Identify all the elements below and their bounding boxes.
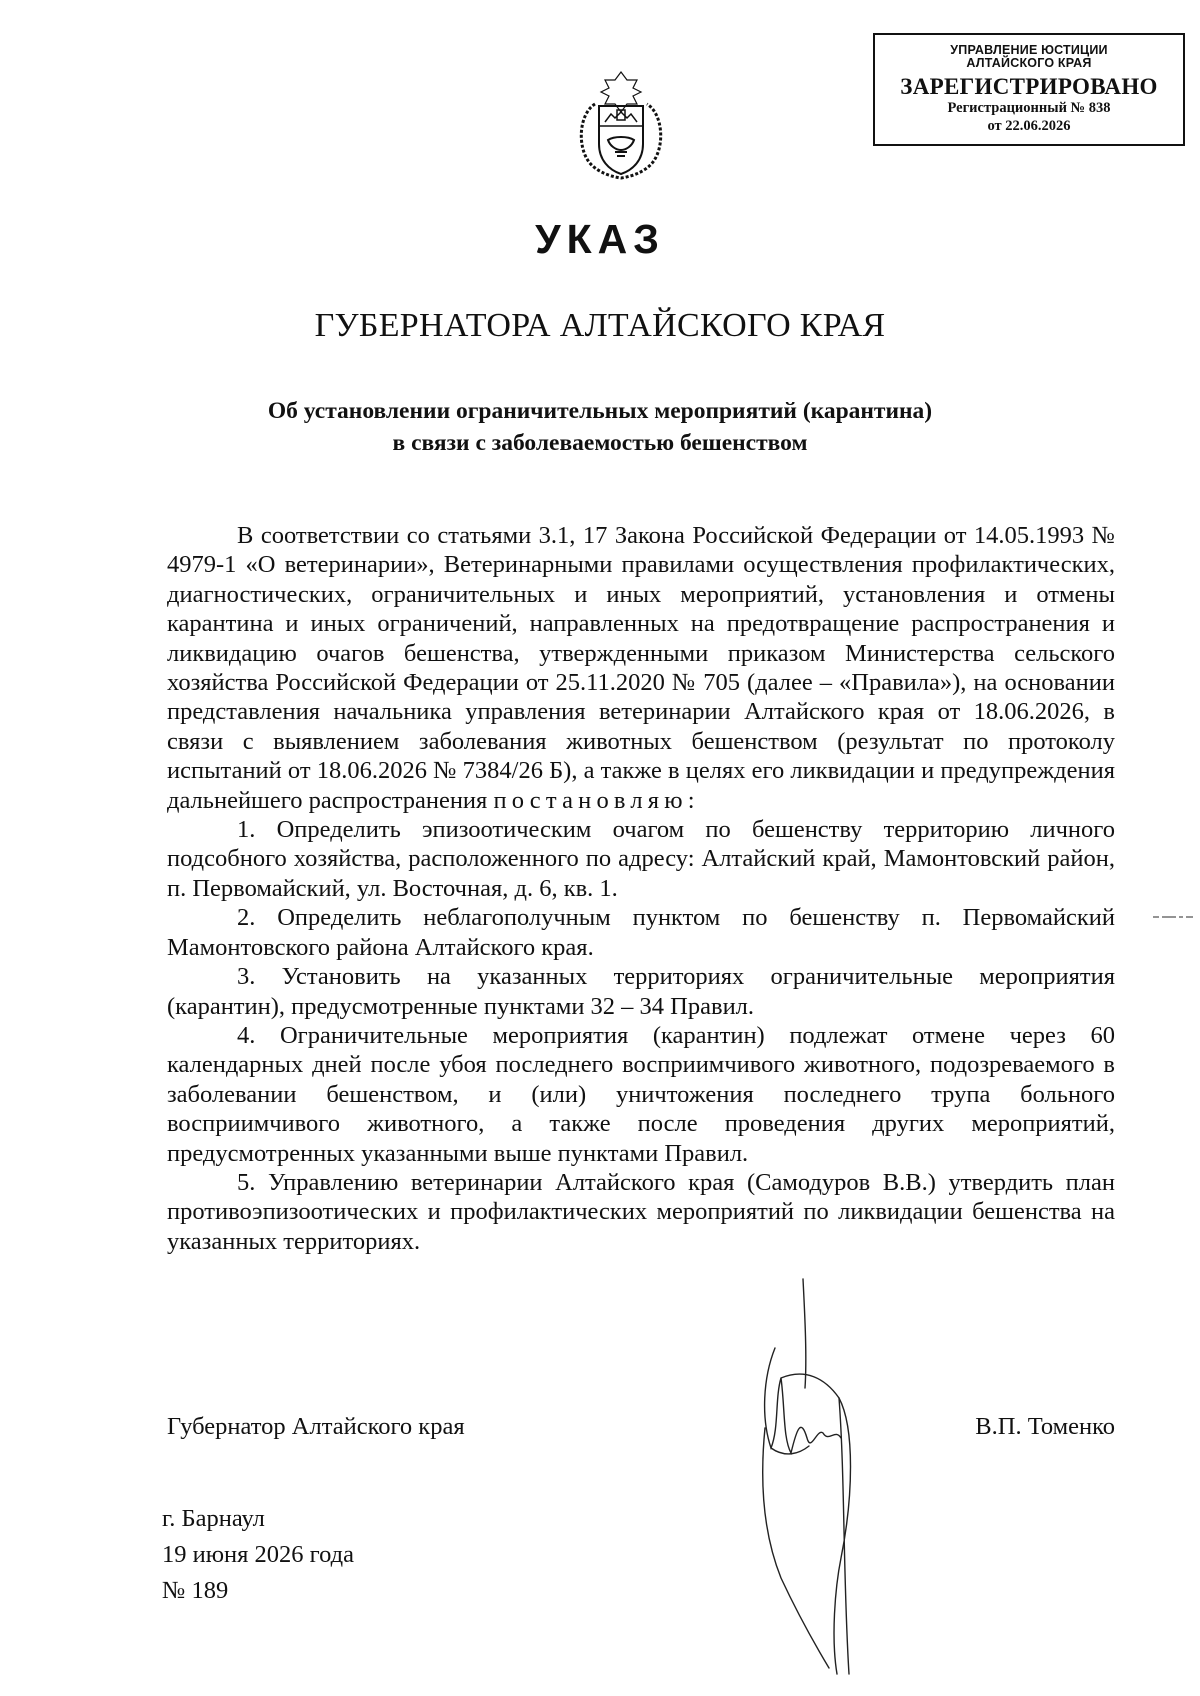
- registration-stamp: [873, 33, 1185, 146]
- decree-item-3: 3. Установить на указанных территориях ограничительные мероприятия (карантин), предусмотренные пунктами 32 – 34 Правил.: [167, 963, 1115, 1020]
- decree-word: постановляю:: [493, 786, 700, 814]
- document-type-title: УКАЗ: [535, 216, 665, 262]
- scan-artifact-mark: [1153, 915, 1193, 919]
- document-heading-line1: Об установлении ограничительных мероприятий (карантина): [267, 398, 933, 424]
- preamble-paragraph: [167, 521, 1115, 815]
- signatory-position: Губернатор Алтайского края: [167, 1413, 465, 1440]
- stamp-organization-line2: АЛТАЙСКОГО КРАЯ: [966, 56, 1092, 71]
- decree-item-5: 5. Управлению ветеринарии Алтайского края (Самодуров В.В.) утвердить план противоэпизоотических и профилактических мероприятий по ликвидации бешенства на указанных территориях.: [167, 1168, 1115, 1255]
- handwritten-signature: [745, 1278, 895, 1678]
- stamp-date: от 22.06.2026: [987, 118, 1071, 135]
- document-footer: [162, 1501, 354, 1609]
- preamble-text: В соответствии со статьями 3.1, 17 Закона Российской Федерации от 14.05.1993 № 4979-1 «О ветеринарии», Ветеринарными правилами осуществления профилактических, диагностических, ограничительных и иных мероприятий, установления и отмены карантина и иных ограничений, направленных на предотвращение распространения и ликвидацию очагов бешенства, утвержденными приказом Министерства сельского хозяйства Российской Федерации от 25.11.2020 № 705 (далее – «Правила»), на основании представления начальника управления ветеринарии Алтайского края от 18.06.2026, в связи с выявлением заболевания животных бешенством (результат по протоколу испытаний от 18.06.2026 № 7384/26 Б), а также в целях его ликвидации и предупреждения дальнейшего распространения: [167, 522, 1115, 814]
- stamp-status: ЗАРЕГИСТРИРОВАНО: [900, 74, 1158, 100]
- decree-item-2: 2. Определить неблагополучным пунктом по бешенству п. Первомайский Мамонтовского района Алтайского края.: [167, 904, 1115, 961]
- document-heading: [0, 395, 1200, 459]
- footer-date: 19 июня 2026 года: [162, 1541, 354, 1568]
- footer-number: № 189: [162, 1577, 229, 1604]
- coat-of-arms-icon: [575, 66, 667, 182]
- decree-item-4: 4. Ограничительные мероприятия (карантин) подлежат отмене через 60 календарных дней после убоя последнего восприимчивого животного, подозреваемого в заболевании бешенством, и (или) уничтожения последнего трупа больного восприимчивого животного, а также после проведения других мероприятий, предусмотренных указанными выше пунктами Правил.: [167, 1021, 1115, 1167]
- stamp-organization-line1: УПРАВЛЕНИЕ ЮСТИЦИИ: [950, 42, 1108, 57]
- document-issuer: ГУБЕРНАТОРА АЛТАЙСКОГО КРАЯ: [314, 307, 886, 344]
- document-heading-line2: в связи с заболеваемостью бешенством: [392, 430, 808, 456]
- document-body: [167, 521, 1115, 1256]
- stamp-registration-number: Регистрационный № 838: [947, 100, 1111, 117]
- signatory-name: В.П. Томенко: [975, 1413, 1115, 1440]
- decree-item-1: 1. Определить эпизоотическим очагом по бешенству территорию личного подсобного хозяйства, расположенного по адресу: Алтайский край, Мамонтовский район, п. Первомайский, ул. Восточная, д. 6, кв. 1.: [167, 816, 1115, 902]
- footer-city: г. Барнаул: [162, 1505, 265, 1532]
